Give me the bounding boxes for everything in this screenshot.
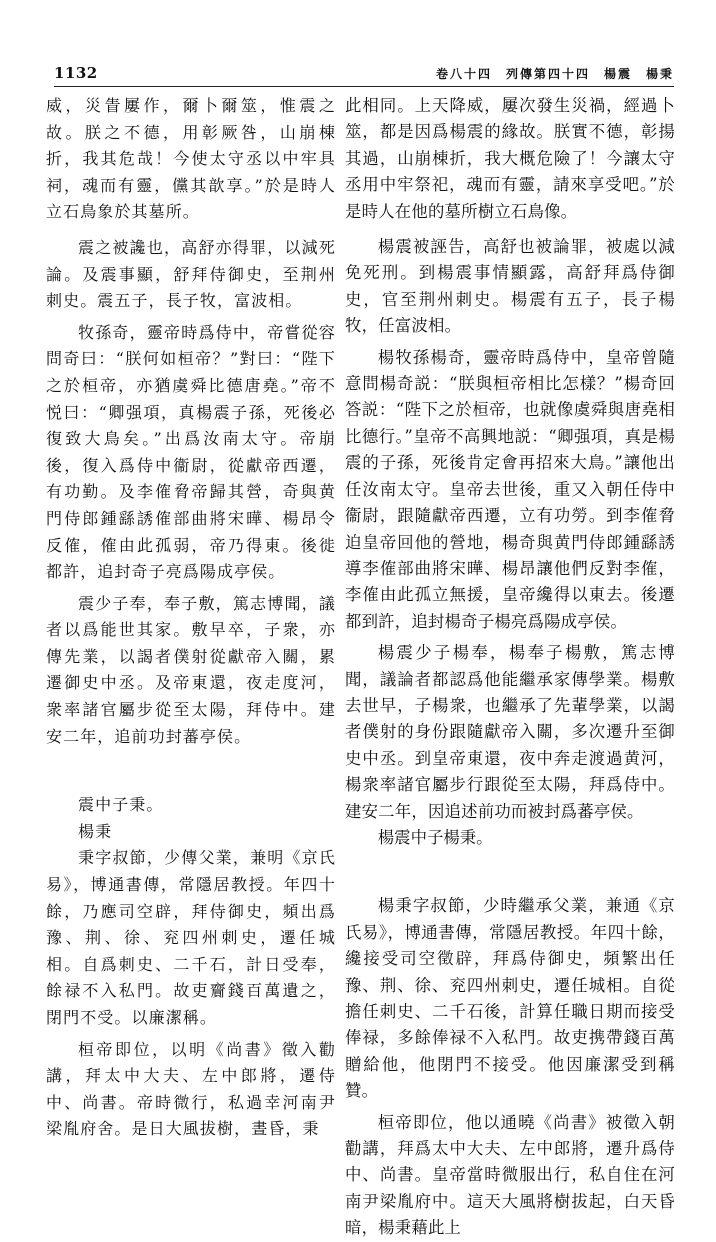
subject-name: 楊秉 [78,821,113,841]
classical-paragraph: 震少子奉，奉子敷，篤志博聞，議者以爲能世其家。敷早卒，子衆，亦傳先業，以謁者僕射從獻帝入關，累遷御史中丞。及帝東還，夜走度河，衆率諸官屬步從至太陽，拜侍中。建安二年，追前功封蕃亭侯。 [46,593,336,746]
header-rule [54,86,674,87]
classical-paragraph: 桓帝即位，以明《尚書》徵入勸講，拜太中大夫、左中郎將，遷侍中、尚書。帝時微行，私過幸河南尹梁胤府舍。是日大風拔樹，晝昏，秉 [46,1039,336,1139]
translation-text-column [345,93,675,1238]
page-header [54,62,674,84]
translation-paragraph: 桓帝即位，他以通曉《尚書》被徵入朝勸講，拜爲太中大夫、左中郎將，遷升爲侍中、尚書。皇帝當時微服出行，私自住在河南尹梁胤府中。這天大風將樹拔起，白天昏暗，楊秉藉此上 [345,1112,675,1238]
page-number: 1132 [54,64,98,82]
classical-text-column [46,93,336,1139]
translation-paragraph: 楊震被誣告，高舒也被論罪，被處以減免死刑。到楊震事情顯露，高舒拜爲侍御史，官至荆州刺史。楊震有五子，長子楊牧，任富波相。 [345,237,675,336]
classical-paragraph: 威，災眚屢作，爾卜爾筮，惟震之故。朕之不德，用彰厥咎，山崩棟折，我其危哉！今使太守丞以中牢具祠，魂而有靈，儻其歆享。”於是時人立石鳥象於其墓所。 [46,96,336,222]
translation-paragraph: 楊牧孫楊奇，靈帝時爲侍中，皇帝曾隨意問楊奇説：“朕與桓帝相比怎樣？”楊奇回答説：“陛下之於桓帝，也就像虞舜與唐堯相比德行。”皇帝不高興地説：“卿强項，真是楊震的子孫，死後肯定會再招來大鳥。”讓他出任汝南太守。皇帝去世後，重又入朝任侍中衞尉，跟隨獻帝西遷，立有功勞。到李傕脅迫皇帝回他的營地，楊奇與黄門侍郎鍾繇誘導李傕部曲將宋曄、楊昂讓他們反對李傕，李傕由此孤立無援，皇帝纔得以東去。後遷都到許，追封楊奇子楊亮爲陽成亭侯。 [345,347,675,631]
classical-paragraph: 牧孫奇，靈帝時爲侍中，帝嘗從容問奇曰：“朕何如桓帝？”對曰：“陛下之於桓帝，亦猶虞舜比德唐堯。”帝不悦曰：“卿强項，真楊震子孫，死後必復致大鳥矣。”出爲汝南太守。帝崩後，復入爲侍中衞尉，從獻帝西遷，有功勤。及李傕脅帝歸其營，奇與黄門侍郎鍾繇誘傕部曲將宋曄、楊昂令反傕，傕由此孤弱，帝乃得東。後徙都許，追封奇子亮爲陽成亭侯。 [46,322,336,582]
translation-paragraph: 楊震少子楊奉，楊奉子楊敷，篤志博聞，議論者都認爲他能繼承家傳學業。楊敷去世早，子楊衆，也繼承了先輩學業，以謁者僕射的身份跟隨獻帝入關，多次遷升至御史中丞。到皇帝東還，夜中奔走渡過黄河，楊衆率諸官屬步行跟從至太陽，拜爲侍中。建安二年，因追述前功而被封爲蕃亭侯。 [345,643,675,821]
classical-paragraph: 震之被讒也，高舒亦得罪，以減死論。及震事顯，舒拜侍御史，至荆州刺史。震五子，長子牧，富波相。 [46,237,336,311]
classical-paragraph: 秉字叔節，少傳父業，兼明《京氏易》，博通書傳，常隱居教授。年四十餘，乃應司空辟，拜侍御史，頻出爲豫、荆、徐、兖四州刺史，遷任城相。自爲刺史、二千石，計日受奉，餘禄不入私門。故吏齎錢百萬遺之，閉門不受。以廉潔稱。 [46,848,336,1027]
translation-paragraph: 此相同。上天降威，屢次發生災禍，經過卜筮，都是因爲楊震的緣故。朕實不德，彰揚其過，山崩棟折，我大概危險了！今讓太守丞用中牢祭祀，魂而有靈，請來享受吧。”於是時人在他的墓所樹立石鳥像。 [345,96,675,221]
translation-paragraph: 楊秉字叔節，少時繼承父業，兼通《京氏易》，博通書傳，常隱居教授。年四十餘，纔接受司空徵辟，拜爲侍御史，頻繁出任豫、荆、徐、兖四州刺史，遷任城相。自從擔任刺史、二千石後，計算任職日期而接受俸禄，多餘俸禄不入私門。故吏携帶錢百萬贈給他，他閉門不接受。他因廉潔受到稱贊。 [345,896,675,1101]
section-title: 震中子秉。 [78,795,164,815]
running-head: 卷八十四 列傳第四十四 楊震 楊秉 [435,66,674,81]
section-title: 楊震中子楊秉。 [377,827,493,847]
